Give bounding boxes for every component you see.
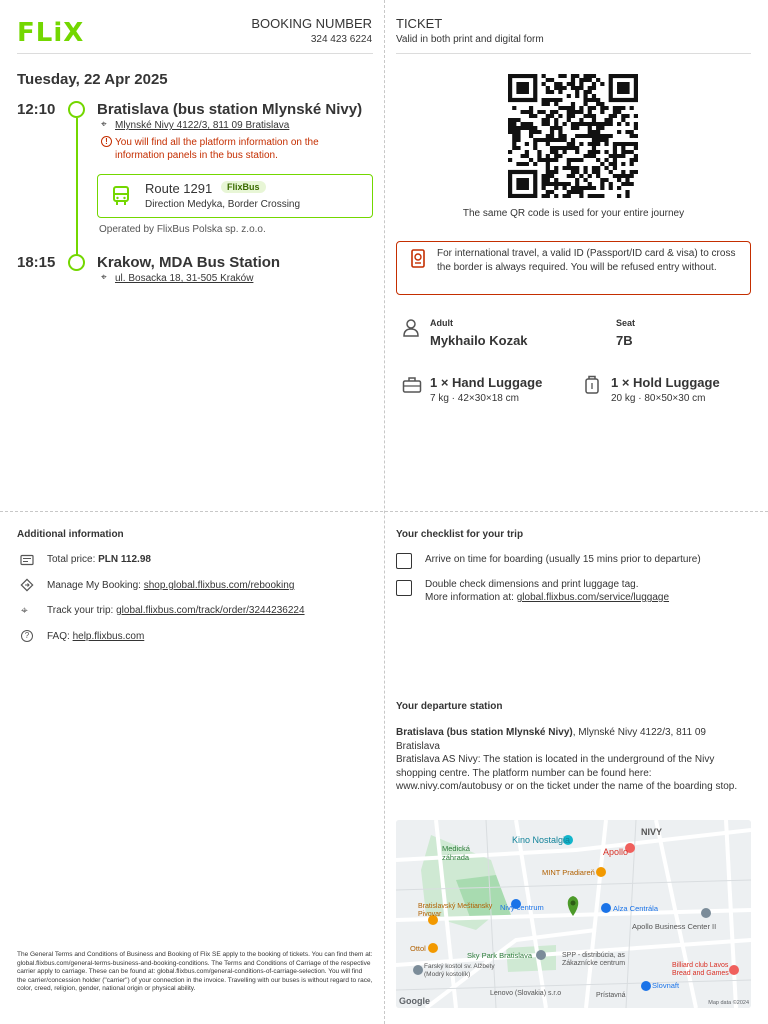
qr-finder-inner: [516, 178, 529, 190]
checklist-checkbox-arrive[interactable]: [396, 553, 412, 569]
map-label-ottol: Ottol: [410, 944, 426, 953]
google-logo: Google: [399, 996, 430, 1006]
platform-notice: You will find all the platform information on the information panels in the bus station.: [115, 137, 319, 161]
horizontal-divider: [0, 511, 768, 512]
seat-number: 7B: [616, 333, 633, 348]
id-alert-text: For international travel, a valid ID (Passport/ID card & visa) to cross the border is always required. You will be refused entry without.: [437, 248, 736, 273]
total-price-label: Total price:: [47, 554, 96, 565]
warning-icon: !: [101, 136, 112, 147]
arrival-time: 18:15: [17, 254, 56, 271]
location-pin-icon: ⌖: [101, 119, 107, 130]
map-label-alza: Alza Centrála: [613, 904, 659, 913]
faq: [47, 631, 144, 642]
flix-logo: FLiX: [17, 18, 85, 48]
departure-city: Bratislava (bus station Mlynské Nivy): [97, 101, 363, 118]
map-label-apollo: Apollo: [603, 847, 629, 857]
location-pin-icon: ⌖: [101, 272, 107, 283]
map-data-attribution: Map data ©2024: [708, 1000, 749, 1006]
receipt-icon: [20, 554, 34, 566]
qr-finder-inner: [516, 82, 529, 94]
departure-stop-dot: [68, 101, 85, 118]
map-label-pivovar: Bratislavský Meštiansky Pivovar: [418, 903, 493, 918]
qr-caption: The same QR code is used for your entire journey: [462, 208, 685, 219]
map-label-spp: SPP - distribúcia, as Zákaznícke centrum: [562, 952, 626, 967]
total-price-value: PLN 112.98: [98, 554, 151, 565]
map-label-nivy: NIVY: [641, 827, 663, 837]
passenger-type: Adult: [430, 318, 453, 328]
checklist-title: Your checklist for your trip: [396, 529, 524, 540]
departure-address[interactable]: Mlynské Nivy 4122/3, 811 09 Bratislava: [115, 120, 290, 131]
departure-time: 12:10: [17, 101, 56, 118]
departure-station-title: Your departure station: [396, 701, 503, 712]
qr-code: [508, 74, 638, 198]
checklist-item-arrive: Arrive on time for boarding (usually 15 mins prior to departure): [425, 554, 701, 565]
map-label-mint: MINT Pradiareň: [542, 868, 595, 877]
track-trip-label: Track your trip:: [47, 605, 114, 616]
checklist-item-luggage: Double check dimensions and print luggage tag.: [425, 579, 639, 590]
location-pin-icon: ⌖: [21, 603, 28, 617]
manage-booking-label: Manage My Booking:: [47, 580, 141, 591]
journey-date: Tuesday, 22 Apr 2025: [17, 71, 168, 88]
station-map[interactable]: [396, 820, 751, 1008]
arrival-address[interactable]: ul. Bosacka 18, 31-505 Kraków: [115, 273, 254, 284]
manage-booking-link[interactable]: shop.global.flixbus.com/rebooking: [143, 580, 295, 591]
hand-luggage-title: 1 × Hand Luggage: [430, 375, 543, 390]
help-icon: ?: [21, 630, 33, 642]
legal-text: The General Terms and Conditions of Business and Booking of Flix SE apply to the booking of tickets. You can find them at: global.flixbus.com/general-terms-business-and-booking-conditions. The Terms and Conditions of Carriage of the respective carrier apply to carriage. These can be found at: global.flixbus.com/general-conditions-of-carriage-selection. You will find the carrier/concession holder ("carrier") of your connection in the invoice. Travelling with our buses is without regard to race, color, creed, religion, gender, national origin or physical ability.: [17, 951, 373, 993]
total-price: [47, 554, 151, 565]
track-trip-link[interactable]: global.flixbus.com/track/order/3244236224: [116, 605, 305, 616]
seat-label: Seat: [616, 318, 636, 328]
ticket-subtitle: Valid in both print and digital form: [396, 34, 544, 45]
arrival-stop-dot: [68, 254, 85, 271]
arrival-city: Krakow, MDA Bus Station: [97, 254, 281, 271]
map-label-medicka: Medická záhrada: [442, 844, 470, 862]
vertical-divider: [384, 0, 385, 1024]
hold-luggage-icon: [584, 375, 600, 395]
route-label: Route 1291: [145, 181, 213, 196]
station-address: , Mlynské Nivy 4122/3, 811 09 Bratislava: [396, 727, 706, 752]
station-description: Bratislava AS Nivy: The station is located in the underground of the Nivy shopping centre. The platform number can be found here: www.nivy.com/autobusy or on the ticket under the name of the boarding stop.: [396, 754, 738, 792]
booking-number: 324 423 6224: [310, 34, 372, 45]
checklist-checkbox-luggage[interactable]: [396, 580, 412, 596]
ticket-rule: [396, 53, 751, 54]
booking-number-label: BOOKING NUMBER: [251, 16, 372, 31]
map-label-lenovo: Lenovo (Slovakia) s.r.o: [490, 990, 562, 997]
map-label-farsky: Farský kostol sv. Alžbety (Modrý kostolík): [424, 963, 495, 978]
faq-link[interactable]: help.flixbus.com: [72, 631, 145, 642]
route-direction: Direction Medyka, Border Crossing: [145, 199, 301, 210]
manage-booking: [47, 580, 294, 591]
map-label-nivy-centrum: Nivy centrum: [500, 903, 544, 912]
additional-info-title: Additional information: [17, 529, 124, 540]
hold-luggage-title: 1 × Hold Luggage: [611, 375, 720, 390]
hand-luggage-detail: 7 kg · 42×30×18 cm: [430, 393, 519, 404]
map-label-pristavna: Prístavná: [596, 992, 626, 999]
station-name: Bratislava (bus station Mlynské Nivy): [396, 727, 573, 738]
luggage-info-prefix: More information at:: [425, 592, 514, 603]
map-label-slovnaft: Slovnaft: [652, 981, 680, 990]
map-label-sky-park: Sky Park Bratislava: [467, 951, 533, 960]
luggage-info-link[interactable]: global.flixbus.com/service/luggage: [516, 592, 670, 603]
passport-icon: [410, 249, 426, 269]
map-label-apollo-bc: Apollo Business Center II: [632, 922, 717, 931]
passenger-name: Mykhailo Kozak: [430, 333, 528, 348]
ticket-label: TICKET: [396, 16, 443, 31]
flixbus-badge: FlixBus: [221, 181, 266, 193]
faq-label: FAQ:: [47, 631, 70, 642]
manage-booking-icon: [20, 578, 34, 592]
map-label-billiard: Billiard club Lavos Bread and Games: [672, 962, 729, 977]
header-rule: [17, 53, 373, 54]
operator-text: Operated by FlixBus Polska sp. z.o.o.: [99, 224, 266, 235]
bus-icon: [112, 186, 130, 206]
hold-luggage-detail: 20 kg · 80×50×30 cm: [611, 393, 706, 404]
departure-station-info: [396, 726, 751, 794]
hand-luggage-icon: [402, 376, 422, 394]
checklist-luggage-info: [425, 592, 669, 603]
person-icon: [402, 318, 420, 338]
timeline-line: [76, 118, 78, 256]
track-trip: [47, 605, 305, 616]
qr-finder-inner: [617, 82, 630, 94]
map-label-kino: Kino Nostalgia: [512, 835, 571, 845]
